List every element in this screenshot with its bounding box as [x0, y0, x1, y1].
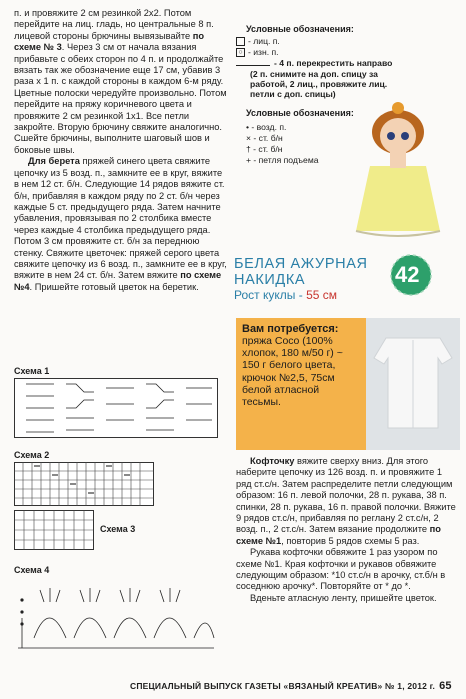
- purl-stitch-icon: ○: [236, 48, 245, 57]
- legend2-row3: † - ст. б/н: [246, 144, 283, 154]
- page-footer: СПЕЦИАЛЬНЫЙ ВЫПУСК ГАЗЕТЫ «ВЯЗАНЫЙ КРЕАТИВ» № 1, 2012 г. 65: [130, 680, 452, 692]
- legend1-row3: - 4 п. перекрестить направо: [236, 58, 392, 68]
- left-column: [14, 8, 227, 293]
- legend2-title: Условные обозначения:: [246, 108, 354, 118]
- materials-list: пряжа Coco (100% хлопок, 180 м/50 г) ~ 150 г белого цвета, крючок №2,5, 75см белой атласной тесьмы.: [242, 335, 343, 409]
- left-paragraph-1: п. и провяжите 2 см резинкой 2х2. Потом перейдите на лиц. гладь, но центральные 8 п. лицевой стороны брючины вывязывайте по схеме № 3. Через 3 см от начала вязания прибавьте с обеих сторон по 4 п. и продолжайте вязать так же обозначение еще 17 см, убавив 3 раза х 1 п. с каждой стороны в каждом 6-м ряду. Цветные полоски чередуйте произвольно. Потом перейдите на пряжу коричневого цвета и провяжите 2 см резинкой 1х1. Все петли закройте. Вторую брючину свяжите аналогично. Сшейте брючины, выполните шаговый шов и боковые швы.: [14, 8, 227, 155]
- doll-image: [340, 96, 460, 246]
- cardigan-photo: [366, 318, 460, 450]
- materials-box: [236, 318, 366, 450]
- legend1-row2: ○ - изн. п.: [236, 47, 279, 57]
- page-number: 65: [439, 680, 452, 692]
- scheme2-label: Схема 2: [14, 450, 50, 460]
- title-line1: БЕЛАЯ АЖУРНАЯ: [234, 256, 368, 272]
- legend1-row1: - лиц. п.: [236, 36, 280, 46]
- right-paragraph-1: Кофточку вяжите сверху вниз. Для этого наберите цепочку из 126 возд. п. и провяжите 1 ряд ст.с/н. Затем распределите петли следующим образом: 16 п. левой полочки, 28 п. рукава, 38 п. спинки, 28 п. рукава, 16 п. правой полочки. Вяжите 9 рядов ст.с/н, прибавляя по реглану 2 ст.с/н, 2 возд. п., 2 ст.с/н. Затем вязание продолжите по схеме №1, повторив 5 рядов схемы 5 раз.: [236, 456, 456, 546]
- right-paragraph-2: Рукава кофточки обвяжите 1 раз узором по схеме №1. Края кофточки и рукавов обвяжите следующим образом: *10 ст.с/н в арочку, ст.б/н в соседнюю арочку*. Повторяйте от * до *.: [236, 547, 446, 592]
- legend1-row4: (2 п. снимите на доп. спицу за работой, 2 лиц., провяжите лиц. петли с доп. спицы): [250, 69, 388, 99]
- legend2-row4: + - петля подъема: [246, 155, 319, 165]
- scheme4-label: Схема 4: [14, 565, 50, 575]
- scheme1-label: Схема 1: [14, 366, 50, 376]
- legend1-title: Условные обозначения:: [246, 24, 354, 34]
- knit-stitch-icon: [236, 37, 245, 46]
- cross-stitch-icon: [236, 65, 270, 66]
- number-badge: 42: [383, 253, 441, 297]
- left-paragraph-2: Для берета пряжей синего цвета свяжите цепочку из 5 возд. п., замкните ее в круг, вяжите в нем 12 ст. б/н. Следующие 14 рядов вяжите ст. б/н, прибавляя в каждом ряду по 2 ст. б/н через каждые 5 ст. предыдущего ряда. Затем начните убавления, провязывая по 2 столбика вместе через каждые 4 столбика предыдущего ряда. Потом 3 см провяжите ст. б/н за переднюю стенку. Свяжите цветочек: пряжей серого цвета свяжите цепочку из 6 возд. п., замкните ее в круг, вяжите в нем 24 ст. б/н. Затем вяжите по схеме №4. Пришейте готовый цветок на беретик.: [14, 156, 227, 292]
- right-paragraph-3: Вденьте атласную ленту, пришейте цветок.: [250, 592, 437, 603]
- article-title: [234, 256, 368, 302]
- legend2-row1: • - возд. п.: [246, 122, 287, 132]
- scheme2-chart: [14, 462, 154, 506]
- doll-size: Рост куклы - 55 см: [234, 288, 337, 302]
- scheme1-chart: [14, 378, 218, 438]
- scheme3-chart: [14, 510, 94, 550]
- materials-title: Вам потребуется:: [242, 323, 339, 335]
- scheme3-label: Схема 3: [100, 524, 136, 534]
- right-column: [236, 456, 460, 604]
- title-line2: НАКИДКА: [234, 272, 306, 288]
- scheme4-chart: [14, 578, 218, 656]
- scheme3-ref: по схеме № 3: [14, 30, 205, 53]
- legend2-row2: × - ст. б/н: [246, 133, 283, 143]
